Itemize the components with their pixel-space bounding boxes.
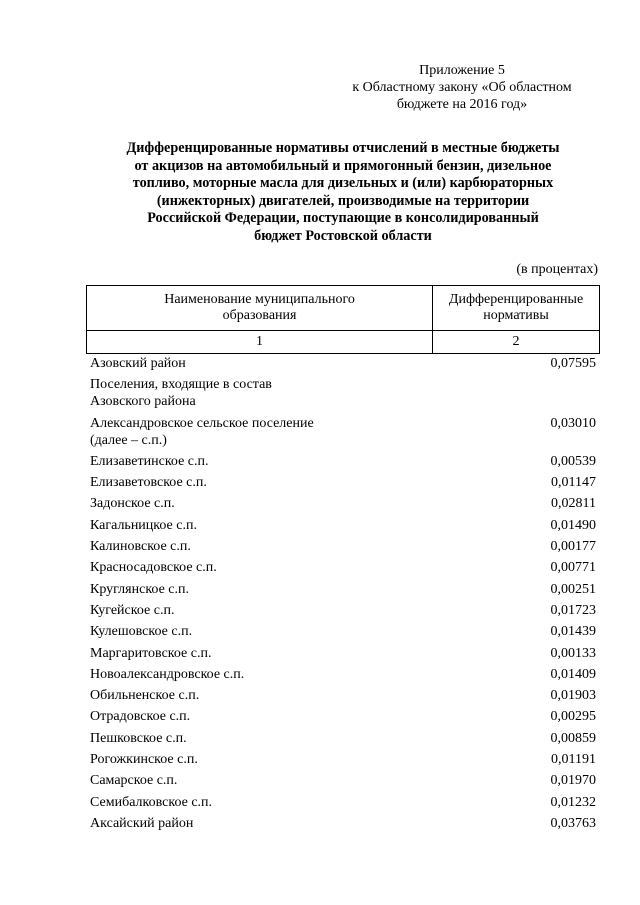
table-row xyxy=(90,815,596,832)
title-line-5: Российской Федерации, поступающие в консолидированный xyxy=(147,210,539,227)
row-name: Елизаветинское с.п. xyxy=(90,453,209,469)
table-row xyxy=(90,581,596,598)
row-value: 0,01970 xyxy=(550,773,596,789)
row-name: Задонское с.п. xyxy=(90,496,175,512)
table-row xyxy=(90,495,596,512)
table-row xyxy=(90,474,596,491)
table-row xyxy=(90,415,596,449)
row-value: 0,01147 xyxy=(551,475,596,491)
row-name: Кулешовское с.п. xyxy=(90,624,193,640)
table-row xyxy=(90,730,596,747)
table-header xyxy=(86,285,600,354)
table-row xyxy=(90,708,596,725)
table-row xyxy=(90,602,596,619)
row-value: 0,03763 xyxy=(550,815,596,831)
table-row xyxy=(90,376,596,410)
row-name: Калиновское с.п. xyxy=(90,539,191,555)
table-row xyxy=(90,453,596,470)
table-row xyxy=(90,794,596,811)
row-name: Аксайский район xyxy=(90,815,194,831)
row-name: Елизаветовское с.п. xyxy=(90,475,207,491)
row-name: Семибалковское с.п. xyxy=(90,794,213,810)
title-line-4: (инжекторных) двигателей, производимые на территории xyxy=(156,192,530,209)
document-title xyxy=(86,140,600,246)
row-value: 0,00177 xyxy=(550,539,596,555)
row-value: 0,01409 xyxy=(550,666,596,682)
column-header-name: Наименование муниципального образования xyxy=(87,286,433,331)
row-value: 0,01439 xyxy=(550,624,596,640)
row-value: 0,01903 xyxy=(550,688,596,704)
row-value: 0,00539 xyxy=(550,453,596,469)
row-name: Круглянское с.п. xyxy=(90,581,189,597)
row-name: Самарское с.п. xyxy=(90,773,178,789)
row-value: 0,01490 xyxy=(550,517,596,533)
table-row xyxy=(90,559,596,576)
column-header-value: Дифференцированные нормативы xyxy=(433,286,600,331)
row-value: 0,03010 xyxy=(550,415,596,431)
row-value: 0,00251 xyxy=(550,581,596,597)
row-name: Азовский район xyxy=(90,356,186,371)
title-line-6: бюджет Ростовской области xyxy=(254,227,432,244)
row-value: 0,00133 xyxy=(550,645,596,661)
row-name: Кугейское с.п. xyxy=(90,602,175,618)
appendix-line-1: Приложение 5 xyxy=(419,63,505,78)
appendix-line-3: бюджете на 2016 год» xyxy=(396,97,528,112)
row-value: 0,00771 xyxy=(550,560,596,576)
row-value: 0,00859 xyxy=(550,730,596,746)
row-value: 0,01191 xyxy=(551,752,596,768)
row-name: Поселения, входящие в состав Азовского района xyxy=(90,377,272,410)
row-value: 0,01232 xyxy=(550,794,596,810)
row-value: 0,01723 xyxy=(550,602,596,618)
row-name: Обильненское с.п. xyxy=(90,688,200,704)
column-number-1: 1 xyxy=(87,331,433,354)
row-name: Маргаритовское с.п. xyxy=(90,645,212,661)
row-value: 0,07595 xyxy=(550,356,596,371)
row-name: Рогожкинское с.п. xyxy=(90,752,198,768)
row-name: Красносадовское с.п. xyxy=(90,560,217,576)
table-row xyxy=(90,538,596,555)
table-row xyxy=(90,645,596,662)
table-row xyxy=(90,355,596,372)
table-row xyxy=(90,666,596,683)
appendix-note xyxy=(332,62,592,113)
table-row xyxy=(90,517,596,534)
row-name: Новоалександровское с.п. xyxy=(90,666,245,682)
table-row xyxy=(90,751,596,768)
appendix-line-2: к Областному закону «Об областном xyxy=(352,80,572,95)
table-row xyxy=(90,772,596,789)
row-value: 0,00295 xyxy=(550,709,596,725)
column-number-2: 2 xyxy=(433,331,600,354)
row-value: 0,02811 xyxy=(551,496,596,512)
title-line-3: топливо, моторные масла для дизельных и (или) карбюраторных xyxy=(132,175,554,192)
table-row xyxy=(90,687,596,704)
row-name: Отрадовское с.п. xyxy=(90,709,191,725)
row-name: Кагальницкое с.п. xyxy=(90,517,197,533)
row-name: Пешковское с.п. xyxy=(90,730,187,746)
row-name: Александровское сельское поселение (далее – с.п.) xyxy=(90,415,314,448)
title-line-1: Дифференцированные нормативы отчислений в местные бюджеты xyxy=(126,140,560,156)
table-row xyxy=(90,623,596,640)
units-note: (в процентах) xyxy=(516,262,598,277)
table-body xyxy=(90,355,596,836)
title-line-2: от акцизов на автомобильный и прямогонный бензин, дизельное xyxy=(134,157,552,174)
